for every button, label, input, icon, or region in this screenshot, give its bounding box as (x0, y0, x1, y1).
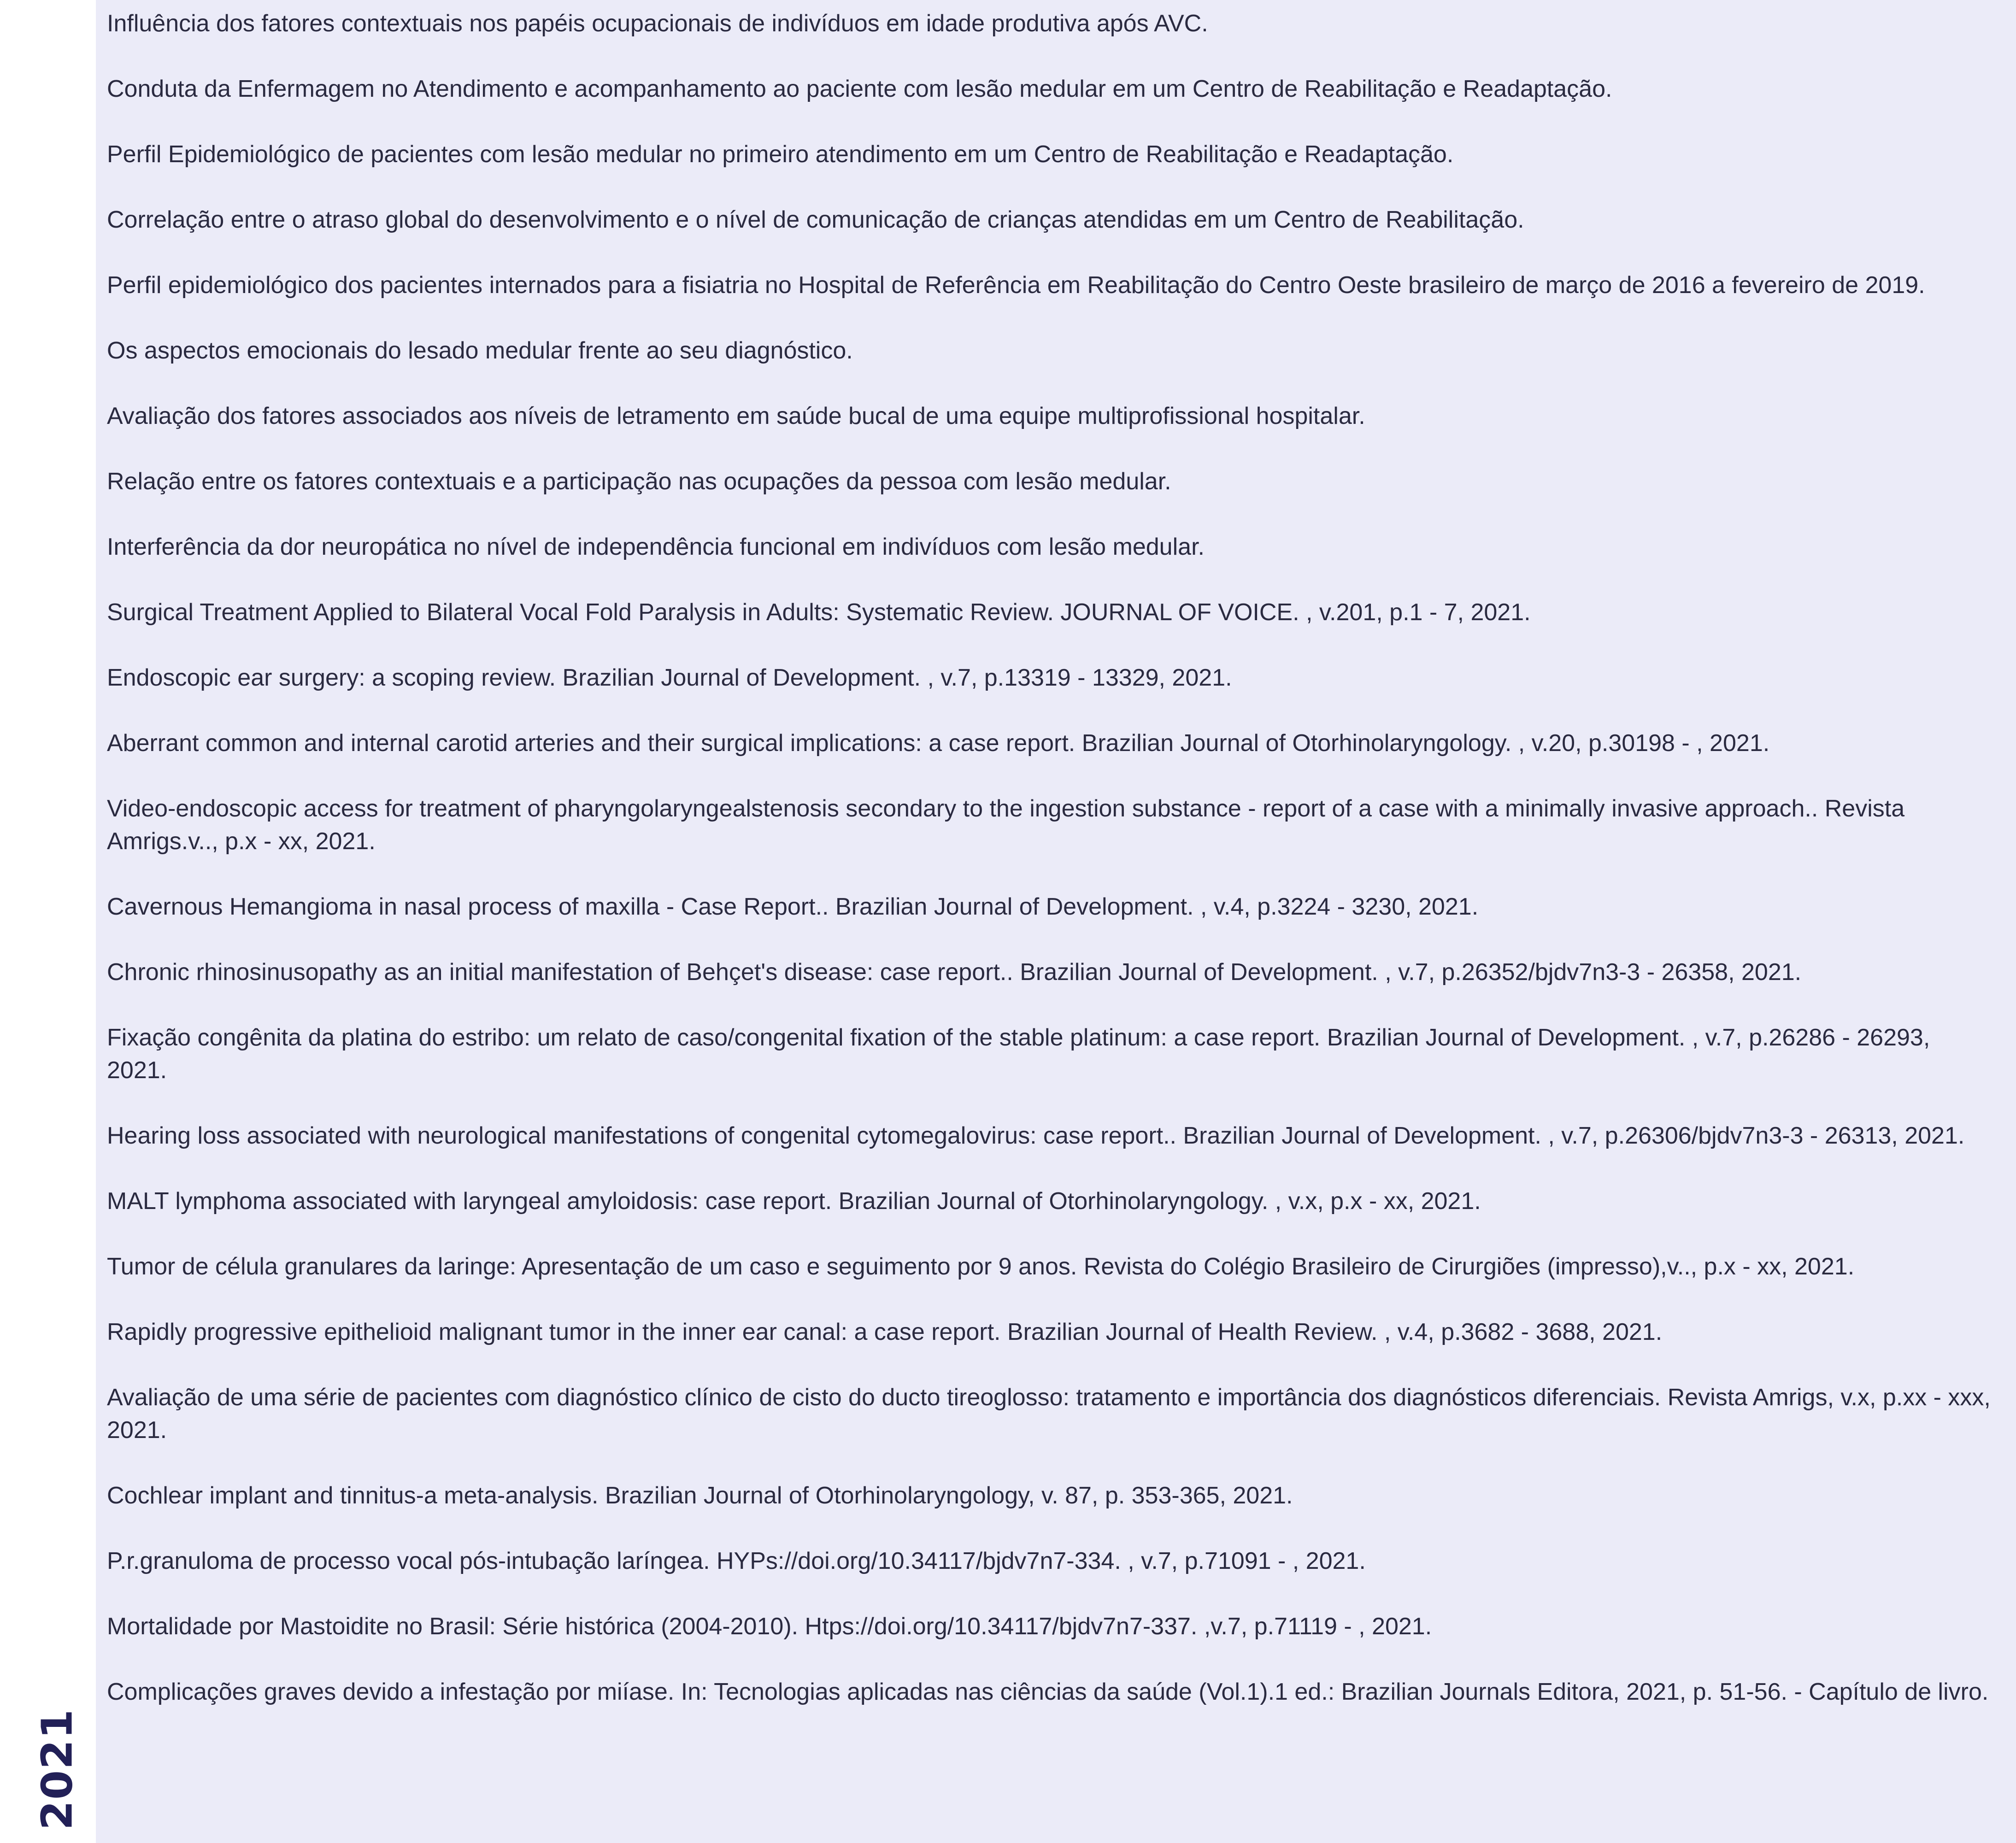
publication-entry: Os aspectos emocionais do lesado medular frente ao seu diagnóstico. (107, 337, 853, 364)
publication-entry: Endoscopic ear surgery: a scoping review. Brazilian Journal of Development. , v.7, p.13319 - 13329, 2021. (107, 664, 1232, 691)
publication-entry: Conduta da Enfermagem no Atendimento e acompanhamento ao paciente com lesão medular em um Centro de Reabilitação e Readaptação. (107, 76, 1612, 102)
publication-entry: Aberrant common and internal carotid arteries and their surgical implications: a case report. Brazilian Journal of Otorhinolaryngology. , v.20, p.30198 - , 2021. (107, 730, 1770, 757)
publication-entry: Cavernous Hemangioma in nasal process of maxilla - Case Report.. Brazilian Journal of Development. , v.4, p.3224 - 3230, 2021. (107, 893, 1479, 920)
publication-entry: Complicações graves devido a infestação por miíase. In: Tecnologias aplicadas nas ciências da saúde (Vol.1).1 ed.: Brazilian Journals Editora, 2021, p. 51-56. - Capítulo de livro. (107, 1679, 1989, 1705)
publication-entry: Cochlear implant and tinnitus-a meta-analysis. Brazilian Journal of Otorhinolaryngology, v. 87, p. 353-365, 2021. (107, 1482, 1293, 1509)
publication-entry: Relação entre os fatores contextuais e a participação nas ocupações da pessoa com lesão medular. (107, 468, 1171, 495)
publication-entry: Interferência da dor neuropática no nível de independência funcional em indivíduos com lesão medular. (107, 534, 1205, 560)
year-sidebar (0, 0, 96, 1843)
publication-entry: P.r.granuloma de processo vocal pós-intubação laríngea. HYPs://doi.org/10.34117/bjdv7n7-334. , v.7, p.71091 - , 2021. (107, 1548, 1366, 1574)
publication-entry: Avaliação dos fatores associados aos níveis de letramento em saúde bucal de uma equipe multiprofissional hospitalar. (107, 403, 1365, 429)
publication-entry: Mortalidade por Mastoidite no Brasil: Série histórica (2004-2010). Htps://doi.org/10.34117/bjdv7n7-337. ,v.7, p.71119 - , 2021. (107, 1613, 1432, 1640)
publication-entry: Perfil epidemiológico dos pacientes internados para a fisiatria no Hospital de Referência em Reabilitação do Centro Oeste brasileiro de março de 2016 a fevereiro de 2019. (107, 272, 1925, 299)
publication-list-panel (96, 0, 2016, 1843)
publication-entry: Surgical Treatment Applied to Bilateral Vocal Fold Paralysis in Adults: Systematic Review. JOURNAL OF VOICE. , v.201, p.1 - 7, 2021. (107, 599, 1531, 626)
publication-entry: Rapidly progressive epithelioid malignant tumor in the inner ear canal: a case report. Brazilian Journal of Health Review. , v.4, p.3682 - 3688, 2021. (107, 1319, 1663, 1345)
publication-entry: Perfil Epidemiológico de pacientes com lesão medular no primeiro atendimento em um Centro de Reabilitação e Readaptação. (107, 141, 1454, 168)
publication-entry: Correlação entre o atraso global do desenvolvimento e o nível de comunicação de crianças atendidas em um Centro de Reabilitação. (107, 206, 1524, 233)
publication-entry: Influência dos fatores contextuais nos papéis ocupacionais de indivíduos em idade produtiva após AVC. (107, 10, 1208, 37)
publication-entry: Chronic rhinosinusopathy as an initial manifestation of Behçet's disease: case report.. Brazilian Journal of Development. , v.7, p.26352/bjdv7n3-3 - 26358, 2021. (107, 959, 1802, 986)
year-label: 2021 (32, 1708, 82, 1831)
publication-entry: MALT lymphoma associated with laryngeal amyloidosis: case report. Brazilian Journal of Otorhinolaryngology. , v.x, p.x - xx, 2021. (107, 1188, 1481, 1215)
publication-entry: Fixação congênita da platina do estribo: um relato de caso/congenital fixation of the stable platinum: a case report. Brazilian Journal of Development. , v.7, p.26286 - 26293, 2021. (107, 1024, 1930, 1084)
publication-list (107, 7, 1995, 1708)
publication-entry: Avaliação de uma série de pacientes com diagnóstico clínico de cisto do ducto tireoglosso: tratamento e importância dos diagnósticos diferenciais. Revista Amrigs, v.x, p.xx - xxx, 2021. (107, 1384, 1991, 1444)
publication-entry: Tumor de célula granulares da laringe: Apresentação de um caso e seguimento por 9 anos. Revista do Colégio Brasileiro de Cirurgiões (impresso),v.., p.x - xx, 2021. (107, 1253, 1855, 1280)
publication-entry: Hearing loss associated with neurological manifestations of congenital cytomegalovirus: case report.. Brazilian Journal of Development. , v.7, p.26306/bjdv7n3-3 - 26313, 2021. (107, 1122, 1965, 1149)
publication-entry: Video-endoscopic access for treatment of pharyngolaryngealstenosis secondary to the ingestion substance - report of a case with a minimally invasive approach.. Revista Amrigs.v.., p.x - xx, 2021. (107, 795, 1905, 855)
